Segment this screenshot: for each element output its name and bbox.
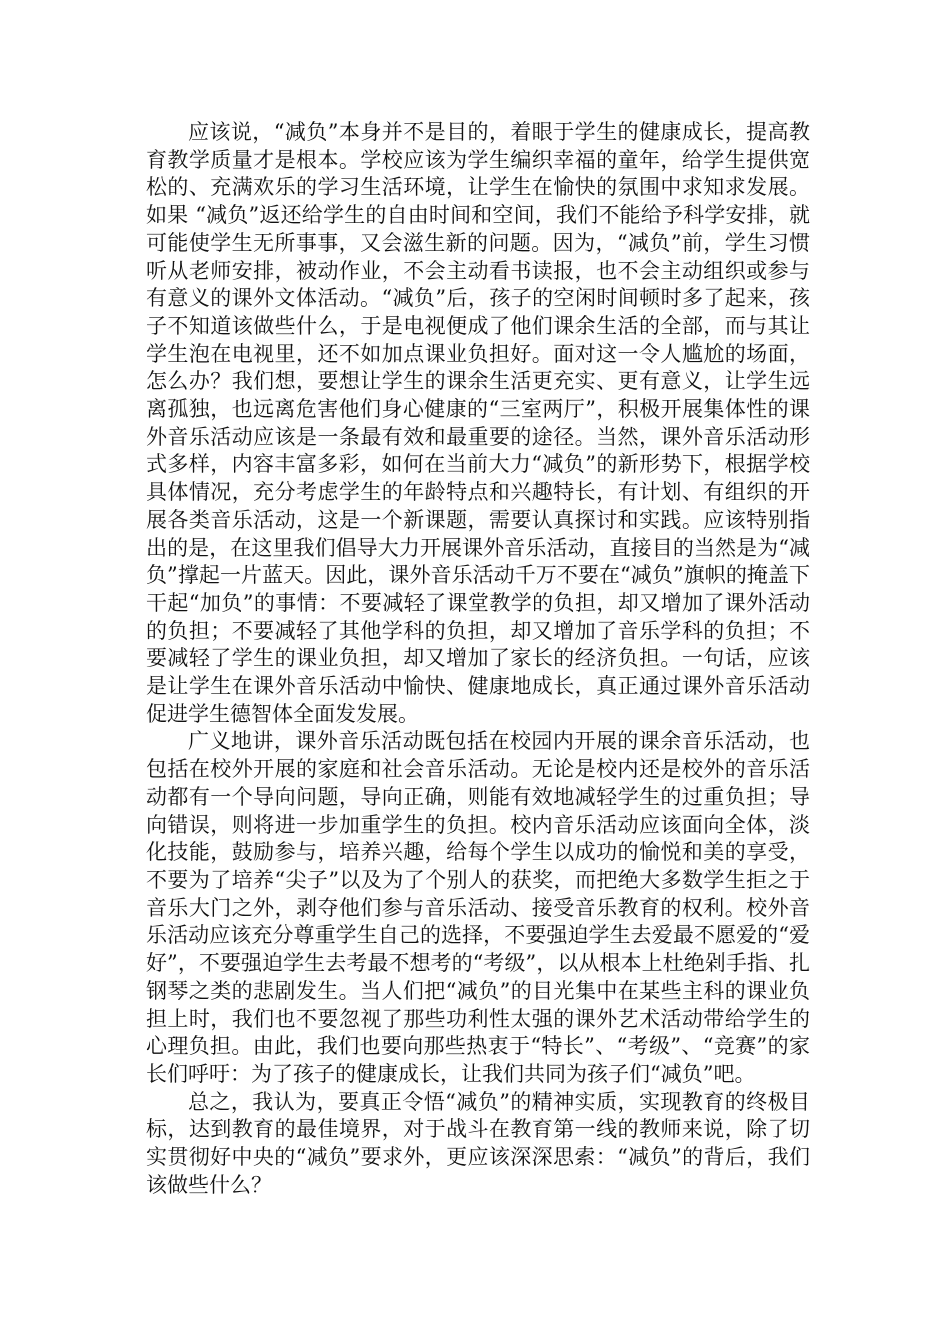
- paragraph-2: 广义地讲，课外音乐活动既包括在校园内开展的课余音乐活动，也包括在校外开展的家庭和社会音乐活动。无论是校内还是校外的音乐活动都有一个导向问题，导向正确，则能有效地减轻学生的过重负担；导向错误，则将进一步加重学生的负担。校内音乐活动应该面向全体，淡化技能，鼓励参与，培养兴趣，给每个学生以成功的愉悦和美的享受，不要为了培养“尖子”以及为了个别人的获奖，而把绝大多数学生拒之于音乐大门之外，剥夺他们参与音乐活动、接受音乐教育的权利。校外音乐活动应该充分尊重学生自己的选择，不要强迫学生去爱最不愿爱的“爱好”，不要强迫学生去考最不想考的“考级”，以从根本上杜绝剁手指、扎钢琴之类的悲剧发生。当人们把“减负”的目光集中在某些主科的课业负担上时，我们也不要忽视了那些功利性太强的课外艺术活动带给学生的心理负担。由此，我们也要向那些热衷于“特长”、“考级”、“竞赛”的家长们呼吁：为了孩子的健康成长，让我们共同为孩子们“减负”吧。: [146, 729, 810, 1086]
- paragraph-1: 应该说，“减负”本身并不是目的，着眼于学生的健康成长，提高教育教学质量才是根本。学校应该为学生编织幸福的童年，给学生提供宽松的、充满欢乐的学习生活环境，让学生在愉快的氛围中求知求发展。如果 “减负”返还给学生的自由时间和空间，我们不能给予科学安排，就可能使学生无所事事，又会滋生新的问题。因为，“减负”前，学生习惯听从老师安排，被动作业，不会主动看书读报，也不会主动组织或参与有意义的课外文体活动。“减负”后，孩子的空闲时间顿时多了起来，孩子不知道该做些什么，于是电视便成了他们课余生活的全部，而与其让学生泡在电视里，还不如加点课业负担好。面对这一令人尴尬的场面，怎么办？我们想，要想让学生的课余生活更充实、更有意义，让学生远离孤独，也远离危害他们身心健康的“三室两厅”，积极开展集体性的课外音乐活动应该是一条最有效和最重要的途径。当然，课外音乐活动形式多样，内容丰富多彩，如何在当前大力“减负”的新形势下，根据学校具体情况，充分考虑学生的年龄特点和兴趣特长，有计划、有组织的开展各类音乐活动，这是一个新课题，需要认真探讨和实践。应该特别指出的是，在这里我们倡导大力开展课外音乐活动，直接目的当然是为“减负”撑起一片蓝天。因此，课外音乐活动千万不要在“减负”旗帜的掩盖下干起“加负”的事情：不要减轻了课堂教学的负担，却又增加了课外活动的负担；不要减轻了其他学科的负担，却又增加了音乐学科的负担；不要减轻了学生的课业负担，却又增加了家长的经济负担。一句话，应该是让学生在课外音乐活动中愉快、健康地成长，真正通过课外音乐活动促进学生德智体全面发发展。: [146, 120, 810, 726]
- paragraph-3: 总之，我认为，要真正令悟“减负”的精神实质，实现教育的终极目标，达到教育的最佳境界，对于战斗在教育第一线的教师来说，除了切实贯彻好中央的“减负”要求外，更应该深深思索：“减负”的背后，我们该做些什么？: [146, 1089, 810, 1197]
- document-body: [146, 119, 810, 1199]
